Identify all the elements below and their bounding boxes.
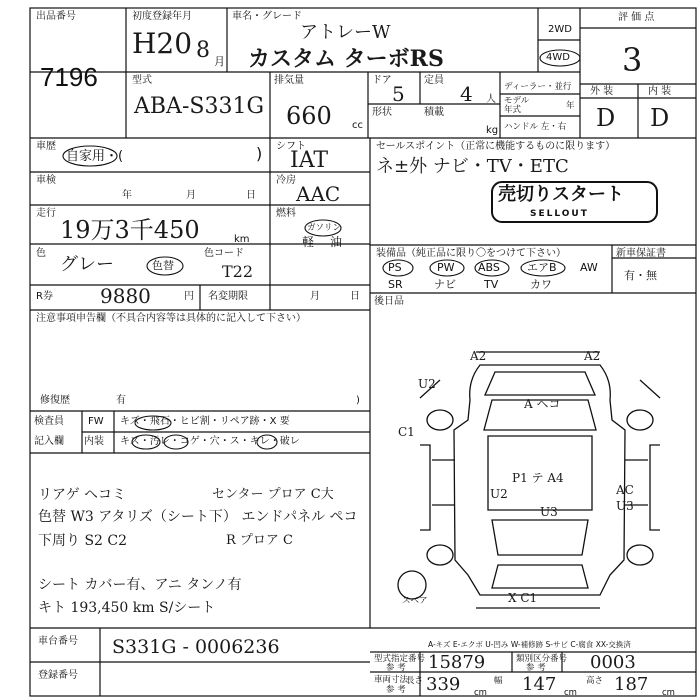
fuel-yu: 油: [330, 235, 343, 249]
chassis-value: S331G - 0006236: [112, 636, 280, 658]
color-label: 色: [36, 248, 46, 259]
interior-items: キズ・汚レ・コゲ・穴・ス・キレ・破レ: [120, 436, 300, 447]
mark-p1: P1 テ A4: [512, 471, 564, 485]
equip-abs: ABS: [478, 261, 500, 274]
recycle-value: 9880: [100, 284, 151, 308]
mileage-value: 19万3千450: [60, 216, 200, 244]
mark-u3: U3: [540, 505, 558, 519]
shift-value: IAT: [290, 148, 329, 173]
model-year-unit: 年: [566, 101, 575, 111]
model-value: ABA-S331G: [134, 94, 265, 119]
equip-leather: カワ: [530, 278, 552, 291]
warranty-value: 有・無: [624, 269, 657, 282]
model-year-label1: モデル: [504, 96, 530, 106]
sellout-stamp-title: 売切りスタート: [498, 184, 624, 205]
equipment-label: 装備品（純正品に限り〇をつけて下さい）: [376, 248, 566, 259]
equip-pw: PW: [437, 261, 455, 274]
equip-sr: SR: [388, 278, 403, 291]
lot-number: 7196: [40, 62, 98, 92]
equip-ps: PS: [388, 261, 402, 274]
exterior-label: 外 装: [590, 86, 614, 97]
class-value: 0003: [590, 652, 636, 673]
sellout-stamp-sub: SELLOUT: [530, 209, 589, 219]
note-line-3: 下周り S2 C2: [38, 533, 128, 549]
length-unit: cm: [474, 688, 487, 698]
dims-label: 車両寸法: [374, 675, 409, 685]
doors-value: 5: [392, 82, 405, 106]
repair-value: 有: [116, 395, 126, 406]
first-reg-month-unit: 月: [214, 55, 225, 68]
grade-value: 3: [622, 41, 643, 79]
fw-items: キズ・飛石・ヒビ割・リペア跡・X 要: [120, 416, 290, 427]
damage-legend: A-キズ E-エクボ U-凹み W-補修跡 S-サビ C-腐食 XX-交換済: [428, 640, 631, 649]
fuel-kei: 軽: [302, 235, 315, 249]
shift-label: シフト: [276, 141, 306, 152]
load-label: 積載: [424, 107, 444, 118]
category-sub: 参 考: [386, 663, 406, 673]
history-value: 自家用・(: [66, 149, 124, 164]
first-reg-month: 8: [196, 38, 210, 63]
equip-aw: AW: [580, 261, 598, 274]
width-unit: cm: [564, 688, 577, 698]
sales-points-value: ネ±外 ナビ・TV・ETC: [376, 156, 569, 177]
shape-label: 形状: [372, 107, 392, 118]
note-line-4: シート カバー有、アニ タンノ有: [38, 577, 242, 593]
mark-c1-left: C1: [398, 425, 415, 439]
displacement-label: 排気量: [274, 75, 304, 86]
cooler-label: 冷房: [276, 175, 296, 186]
handle-label: ハンドル 左・右: [504, 122, 567, 132]
interior-label: 内 装: [648, 86, 672, 97]
mileage-unit: km: [234, 234, 250, 245]
car-make: アトレーW: [300, 22, 391, 43]
drive-4wd: 4WD: [546, 52, 570, 63]
note-line-2: 色替 W3 アタリズ（シート下） エンドパネル ペコ: [38, 509, 358, 525]
mark-xc1: X C1: [508, 591, 538, 605]
recycle-unit: 円: [184, 291, 194, 302]
inspection-year: 年: [122, 190, 132, 201]
record-label: 記入欄: [34, 436, 64, 447]
equip-navi: ナビ: [434, 278, 456, 291]
chassis-label: 車台番号: [38, 636, 78, 647]
color-code-value: T22: [222, 262, 254, 281]
grade-label: 評 価 点: [618, 12, 655, 23]
displacement-value: 660: [286, 102, 332, 130]
lot-label: 出品番号: [36, 11, 76, 22]
model-label: 型式: [132, 75, 152, 86]
drive-2wd: 2WD: [548, 24, 572, 35]
warranty-label: 新車保証書: [616, 248, 666, 259]
note-line-1: リアゲ ヘコミ: [38, 487, 127, 503]
center-note-1: センター プロア C大: [212, 487, 334, 502]
fw-label: FW: [88, 416, 104, 427]
repair-label: 修復歴: [40, 395, 70, 406]
car-name-label: 車名・グレード: [232, 11, 302, 22]
interior-value: D: [650, 104, 670, 132]
fuel-label: 燃料: [276, 208, 296, 219]
color-code-label: 色コード: [204, 248, 244, 259]
name-change-day: 日: [350, 291, 360, 302]
center-note-2: R プロア C: [226, 533, 293, 548]
width-label: 幅: [494, 676, 503, 686]
name-change-label: 名変期限: [208, 291, 248, 302]
sales-points-label: セールスポイント（正常に機能するものに限ります）: [376, 141, 616, 152]
load-unit: kg: [486, 125, 499, 136]
first-reg-year: H20: [132, 27, 193, 60]
dims-sub: 参 考: [386, 685, 406, 695]
length-value: 339: [426, 674, 461, 695]
first-reg-label: 初度登録年月: [132, 11, 192, 22]
repair-close: ): [356, 395, 360, 406]
model-year-label2: 年式: [504, 105, 522, 115]
height-label: 高さ: [586, 676, 604, 686]
equip-tv: TV: [484, 278, 499, 291]
recycle-label: R券: [36, 291, 53, 302]
later-arrival-label: 後日品: [374, 296, 404, 307]
dealer-label: ディーラー・並行: [504, 82, 572, 92]
capacity-value: 4: [460, 82, 473, 106]
color-change-label: 色替: [152, 259, 174, 272]
capacity-label: 定員: [424, 75, 444, 86]
doors-label: ドア: [372, 75, 392, 86]
note-line-5: キト 193,450 km S/シート: [38, 600, 216, 616]
interior-check-label: 内装: [84, 436, 104, 447]
mark-u2-top: U2: [418, 377, 436, 391]
class-label: 類別区分番号: [516, 654, 568, 664]
mark-a-dent: A ヘコ: [524, 397, 561, 411]
inspection-month: 月: [186, 190, 196, 201]
car-grade: カスタム ターボRS: [248, 46, 444, 72]
displacement-unit: cc: [352, 120, 363, 131]
mark-u2-mid: U2: [490, 487, 508, 501]
notes-label: 注意事項申告欄（不具合内容等は具体的に記入して下さい）: [36, 313, 306, 324]
inspection-label: 車検: [36, 175, 56, 186]
equip-airbag: エアB: [527, 261, 557, 274]
capacity-unit: 人: [486, 94, 496, 105]
mark-u3-right: U3: [616, 499, 634, 513]
checker-label: 検査員: [34, 416, 64, 427]
mark-a2-left: A2: [470, 349, 487, 363]
cooler-value: AAC: [296, 182, 341, 206]
history-label: 車歴: [36, 141, 56, 152]
length-label: 長さ: [406, 676, 424, 686]
mark-ac: AC: [616, 483, 634, 497]
mark-a2-right: A2: [584, 349, 601, 363]
height-unit: cm: [662, 688, 675, 698]
category-value: 15879: [428, 652, 486, 673]
mileage-label: 走行: [36, 208, 56, 219]
history-close: ): [256, 144, 263, 163]
exterior-value: D: [596, 104, 616, 132]
name-change-month: 月: [310, 291, 320, 302]
color-value: グレー: [60, 254, 114, 275]
class-sub: 参 考: [526, 663, 546, 673]
spare-label: スペア: [402, 596, 428, 606]
inspection-day: 日: [246, 190, 256, 201]
reg-number-label: 登録番号: [38, 670, 78, 681]
category-label: 型式指定番号: [374, 654, 426, 664]
width-value: 147: [522, 674, 557, 695]
height-value: 187: [614, 674, 649, 695]
fuel-gasoline: ガソリン: [307, 223, 342, 233]
